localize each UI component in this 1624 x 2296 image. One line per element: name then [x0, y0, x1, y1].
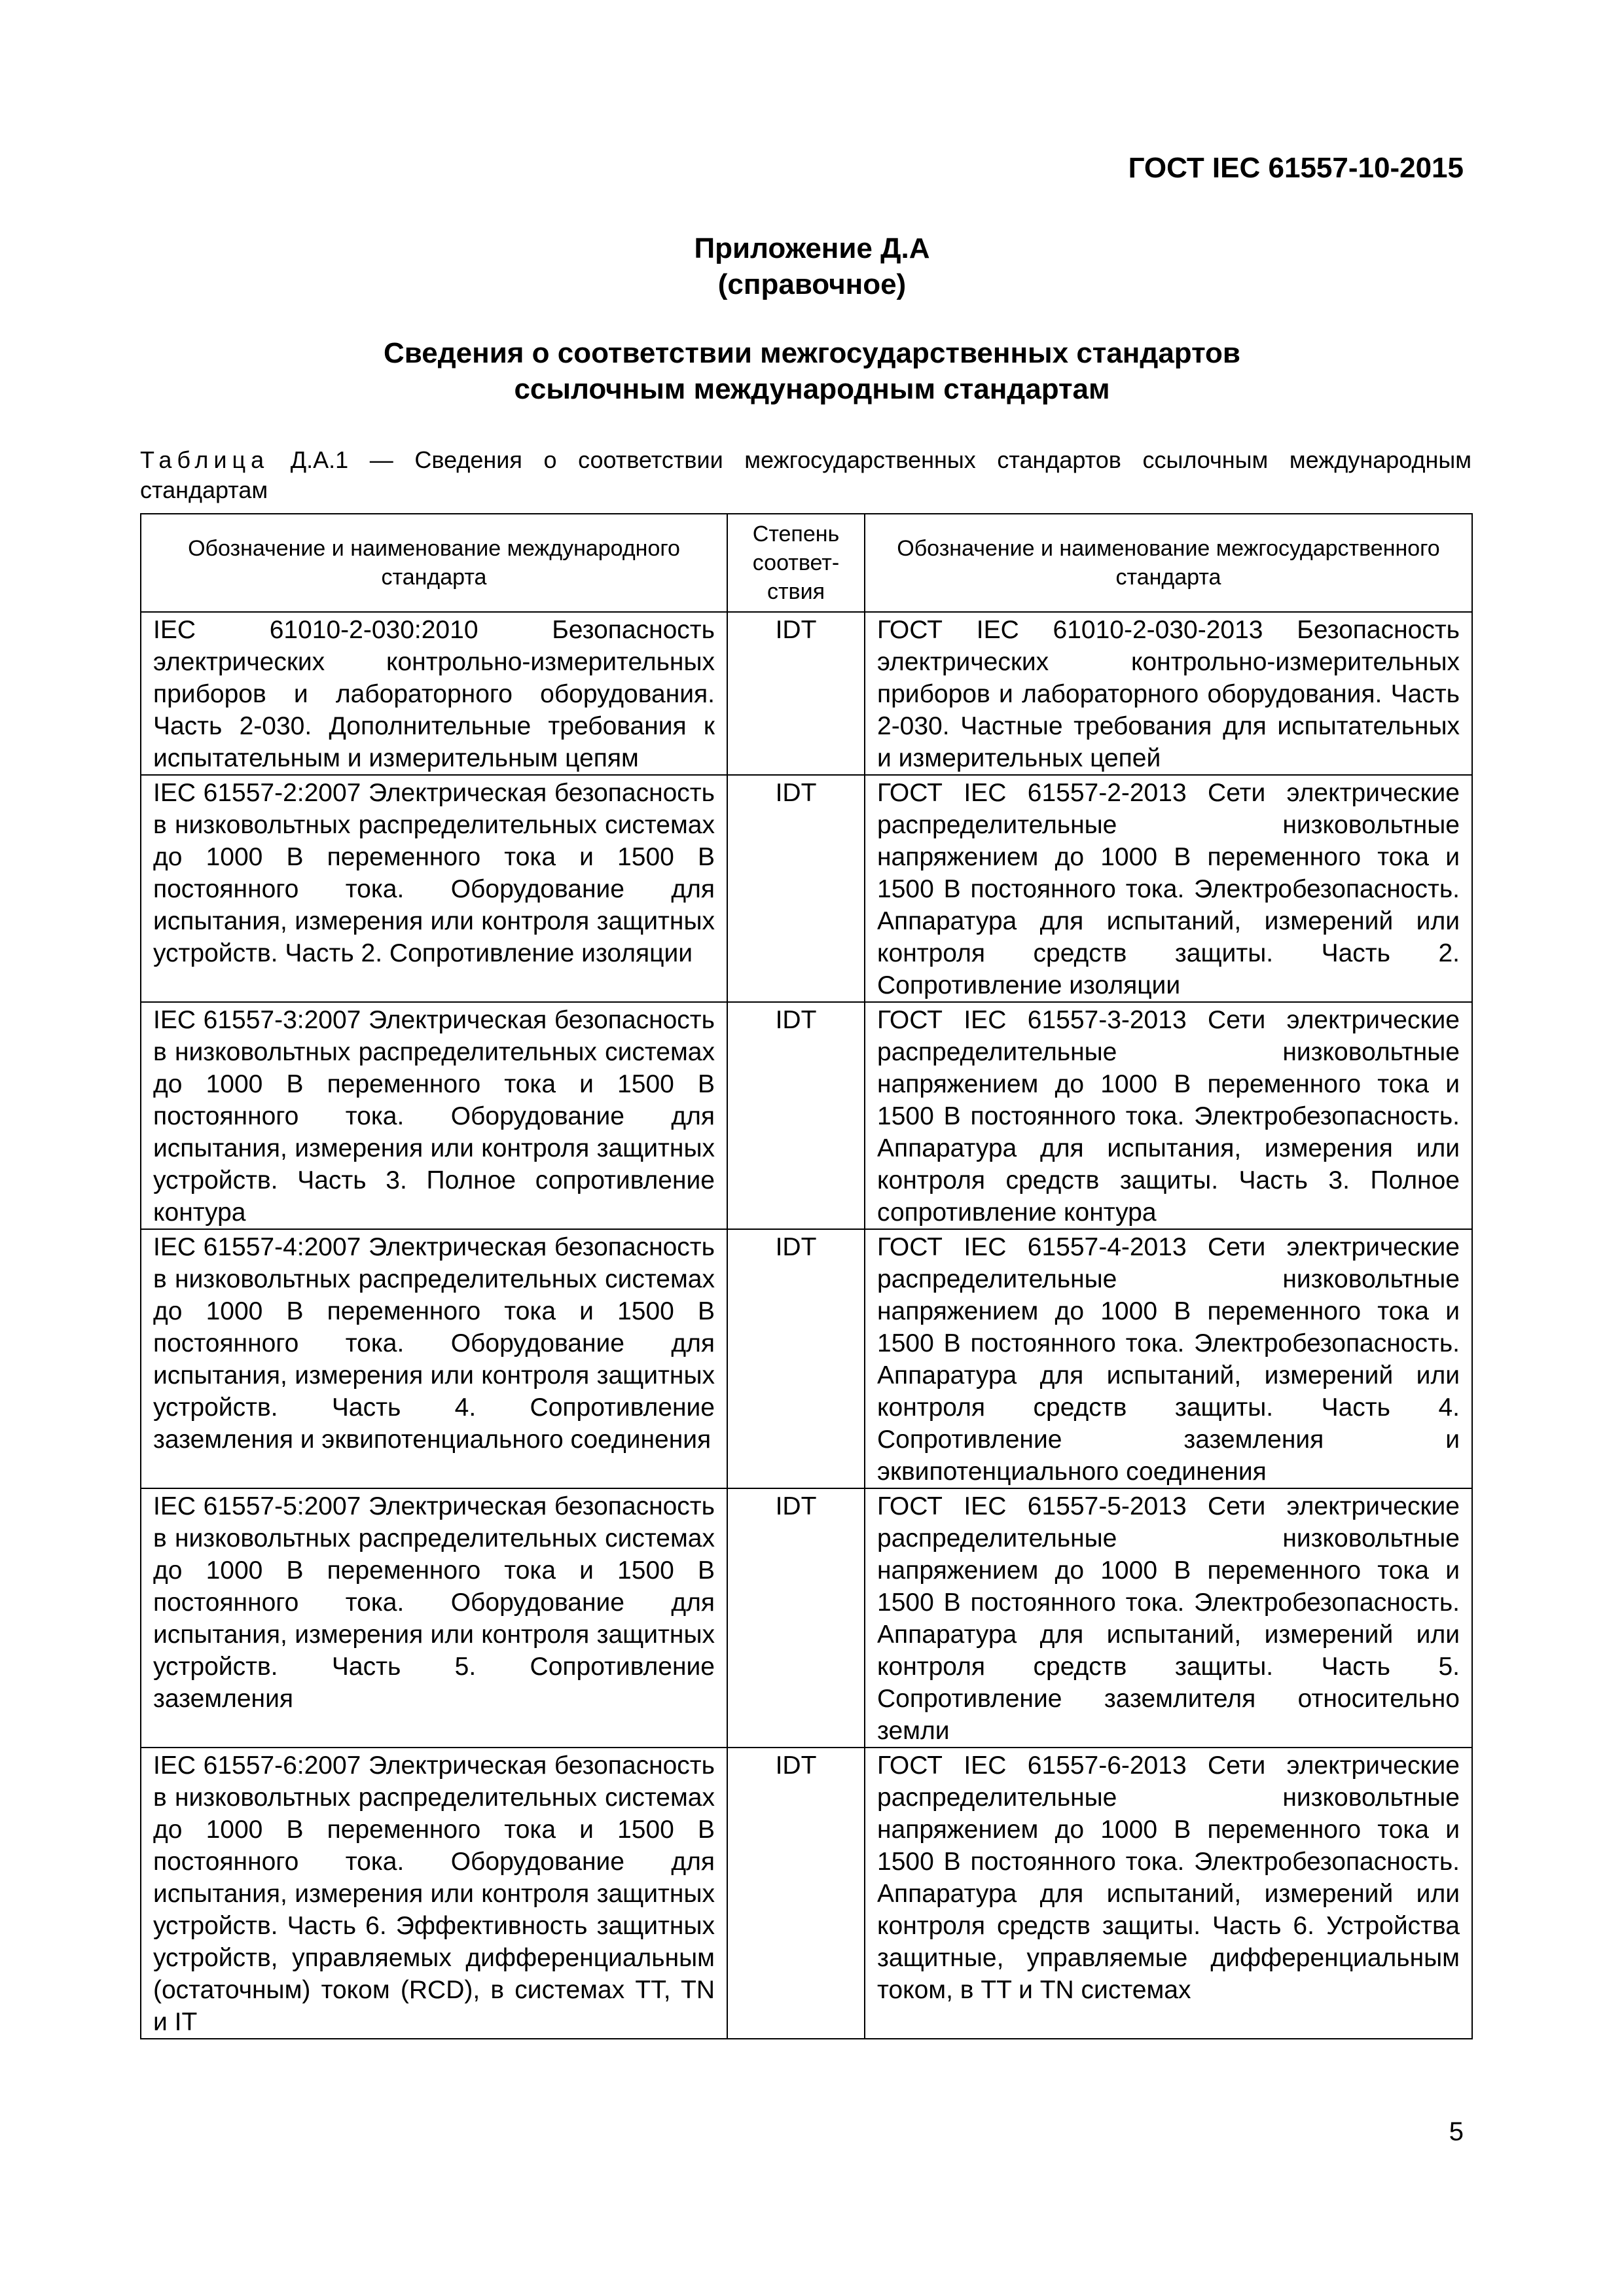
table-caption-label: Таблица — [140, 446, 270, 473]
international-standard-cell: IEC 61557-3:2007 Электрическая безопасность в низковольтных распределительных системах до 1000 В переменного тока и 1500 В постоянного тока. Оборудование для испытания, измерения или контроля защитных устройств. Часть 3. Полное сопротивление контура — [141, 1002, 727, 1229]
section-title-line1: Сведения о соответствии межгосударственных стандартов — [384, 337, 1240, 369]
interstate-standard-cell: ГОСТ IEC 61557-4-2013 Сети электрические распределительные низковольтные напряжением до 1000 В переменного тока и 1500 В постоянного тока. Электробезопасность. Аппаратура для испытаний, измерений или контроля средств защиты. Часть 4. Сопротивление заземления и эквипотенциального соединения — [865, 1229, 1472, 1488]
standards-table-wrapper — [140, 513, 1471, 2039]
international-standard-cell: IEC 61557-5:2007 Электрическая безопасность в низковольтных распределительных системах до 1000 В переменного тока и 1500 В постоянного тока. Оборудование для испытания, измерения или контроля защитных устройств. Часть 5. Сопротивление заземления — [141, 1488, 727, 1748]
page-number: 5 — [1449, 2117, 1464, 2146]
interstate-standard-cell: ГОСТ IEC 61557-3-2013 Сети электрические распределительные низковольтные напряжением до 1000 В переменного тока и 1500 В постоянного тока. Электробезопасность. Аппаратура для испытания, измерения или контроля средств защиты. Часть 3. Полное сопротивление контура — [865, 1002, 1472, 1229]
table-row — [141, 612, 1472, 775]
international-standard-cell: IEC 61557-2:2007 Электрическая безопасность в низковольтных распределительных системах до 1000 В переменного тока и 1500 В постоянного тока. Оборудование для испытания, измерения или контроля защитных устройств. Часть 2. Сопротивление изоляции — [141, 775, 727, 1002]
interstate-standard-cell: ГОСТ IEC 61557-5-2013 Сети электрические распределительные низковольтные напряжением до 1000 В переменного тока и 1500 В постоянного тока. Электробезопасность. Аппаратура для испытаний, измерений или контроля средств защиты. Часть 5. Сопротивление заземлителя относительно земли — [865, 1488, 1472, 1748]
header-degree-of-conformity: Степень соответ-ствия — [727, 514, 865, 612]
interstate-standard-cell: ГОСТ IEC 61010-2-030-2013 Безопасность электрических контрольно-измерительных приборов и лабораторного оборудования. Часть 2-030. Частные требования для испытательных и измерительных цепей — [865, 612, 1472, 775]
degree-cell: IDT — [727, 775, 865, 1002]
table-caption-text: Д.А.1 — Сведения о соответствии межгосударственных стандартов ссылочным международным стандартам — [140, 446, 1471, 503]
header-interstate-standard: Обозначение и наименование межгосударственного стандарта — [865, 514, 1472, 612]
degree-cell: IDT — [727, 1002, 865, 1229]
appendix-title: Приложение Д.А — [694, 232, 930, 264]
table-row — [141, 1002, 1472, 1229]
section-title-line2: ссылочным международным стандартам — [514, 373, 1110, 405]
appendix-subtitle: (справочное) — [717, 268, 907, 300]
table-row — [141, 775, 1472, 1002]
interstate-standard-cell: ГОСТ IEC 61557-2-2013 Сети электрические распределительные низковольтные напряжением до 1000 В переменного тока и 1500 В постоянного тока. Электробезопасность. Аппаратура для испытаний, измерений или контроля средств защиты. Часть 2. Сопротивление изоляции — [865, 775, 1472, 1002]
appendix-heading — [0, 230, 1624, 302]
international-standard-cell: IEC 61010-2-030:2010 Безопасность электрических контрольно-измерительных приборов и лабораторного оборудования. Часть 2-030. Дополнительные требования к испытательным и измерительным цепям — [141, 612, 727, 775]
header-international-standard: Обозначение и наименование международного стандарта — [141, 514, 727, 612]
table-caption — [140, 445, 1471, 505]
interstate-standard-cell: ГОСТ IEC 61557-6-2013 Сети электрические распределительные низковольтные напряжением до 1000 В переменного тока и 1500 В постоянного тока. Электробезопасность. Аппаратура для испытаний, измерений или контроля средств защиты. Часть 6. Устройства защитные, управляемые дифференциальным током, в TT и TN системах — [865, 1748, 1472, 2039]
table-row — [141, 1748, 1472, 2039]
table-row — [141, 1488, 1472, 1748]
table-header-row — [141, 514, 1472, 612]
table-row — [141, 1229, 1472, 1488]
document-code: ГОСТ IEC 61557-10-2015 — [1128, 152, 1464, 184]
degree-cell: IDT — [727, 1488, 865, 1748]
degree-cell: IDT — [727, 1748, 865, 2039]
international-standard-cell: IEC 61557-6:2007 Электрическая безопасность в низковольтных распределительных системах до 1000 В переменного тока и 1500 В постоянного тока. Оборудование для испытания, измерения или контроля защитных устройств. Часть 6. Эффективность защитных устройств, управляемых дифференциальным (остаточным) током (RCD), в системах TT, TN и IT — [141, 1748, 727, 2039]
international-standard-cell: IEC 61557-4:2007 Электрическая безопасность в низковольтных распределительных системах до 1000 В переменного тока и 1500 В постоянного тока. Оборудование для испытания, измерения или контроля защитных устройств. Часть 4. Сопротивление заземления и эквипотенциального соединения — [141, 1229, 727, 1488]
standards-table — [140, 513, 1473, 2039]
section-title — [0, 335, 1624, 407]
degree-cell: IDT — [727, 612, 865, 775]
degree-cell: IDT — [727, 1229, 865, 1488]
